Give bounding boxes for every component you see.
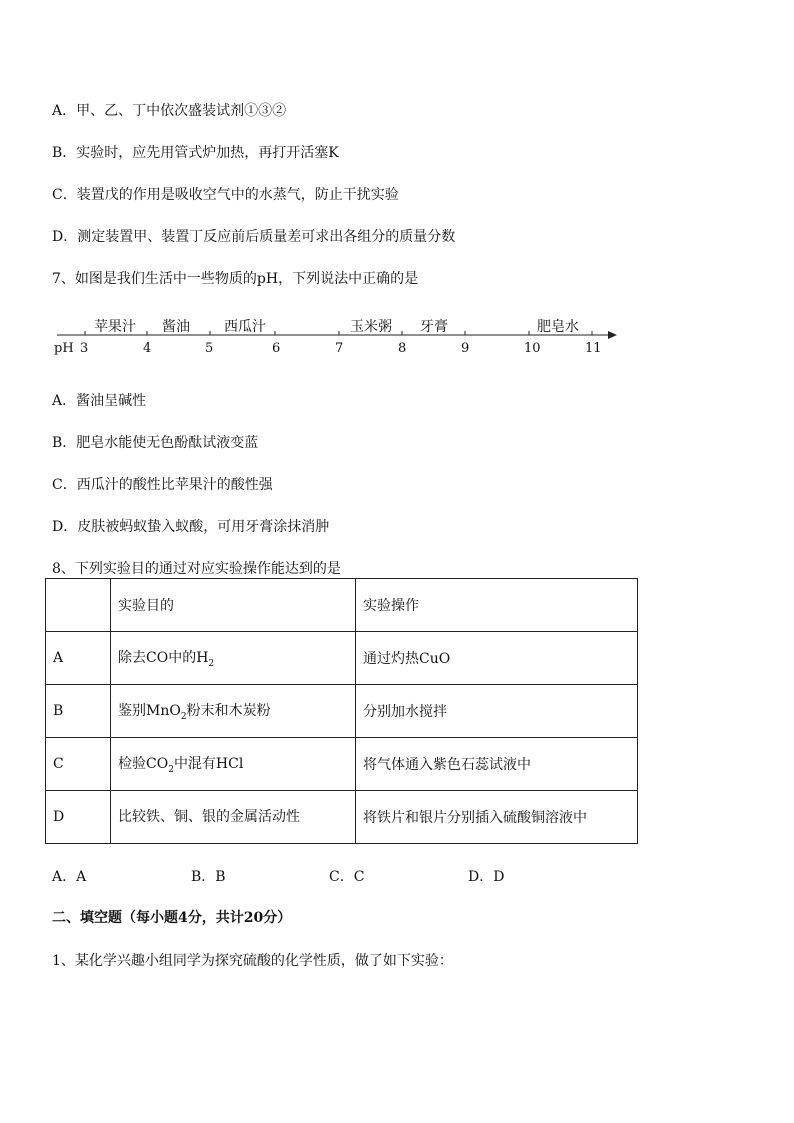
ph-axis-label: pH: [54, 341, 74, 356]
row-purpose: 比较铁、铜、银的金属活动性: [111, 791, 356, 844]
ph-tick-3: 3: [80, 341, 89, 356]
ph-food-toothpaste: 牙膏: [420, 319, 448, 335]
q6-option-b: B．实验时，应先用管式炉加热，再打开活塞K: [52, 145, 339, 161]
table-row: [46, 632, 638, 685]
q8-experiment-table: [45, 578, 638, 844]
row-purpose: 除去CO中的$H_2$: [111, 632, 356, 685]
q6-option-a: A．甲、乙、丁中依次盛装试剂①③②: [52, 103, 287, 119]
section2-q1-stem: 1、某化学兴趣小组同学为探究硫酸的化学性质，做了如下实验：: [52, 953, 453, 969]
q8-answer-c: C．C: [329, 869, 365, 885]
row-operation: 将气体通入紫色石蕊试液中: [356, 738, 638, 791]
ph-tick-9: 9: [461, 341, 470, 356]
q7-option-c: C．西瓜汁的酸性比苹果汁的酸性强: [52, 477, 273, 493]
q6-option-c: C．装置戊的作用是吸收空气中的水蒸气，防止干扰实验: [52, 187, 399, 203]
table-header-row: [46, 579, 638, 632]
table-row: [46, 685, 638, 738]
ph-scale-figure: [52, 308, 622, 363]
ph-tick-6: 6: [272, 341, 281, 356]
ph-food-soapy-water: 肥皂水: [537, 319, 579, 335]
row-operation: 分别加水搅拌: [356, 685, 638, 738]
row-key: A: [46, 632, 111, 685]
ph-tick-7: 7: [335, 341, 344, 356]
q8-answer-a: A．A: [52, 869, 87, 885]
table-row: [46, 791, 638, 844]
row-purpose: 鉴别MnO$_2$粉末和木炭粉: [111, 685, 356, 738]
table-header-operation: 实验操作: [356, 579, 638, 632]
ph-tick-8: 8: [398, 341, 407, 356]
table-header-blank: [46, 579, 111, 632]
q6-option-d: D．测定装置甲、装置丁反应前后质量差可求出各组分的质量分数: [52, 229, 456, 245]
row-operation: 通过灼热CuO: [356, 632, 638, 685]
row-operation: 将铁片和银片分别插入硫酸铜溶液中: [356, 791, 638, 844]
ph-food-corn-porridge: 玉米粥: [350, 319, 392, 335]
ph-food-soy-sauce: 酱油: [162, 319, 190, 335]
table-header-purpose: 实验目的: [111, 579, 356, 632]
ph-tick-11: 11: [585, 341, 602, 356]
row-purpose: 检验$CO_2$中混有HCl: [111, 738, 356, 791]
q8-stem: 8、下列实验目的通过对应实验操作能达到的是: [52, 561, 341, 577]
q8-answer-b: B．B: [191, 869, 226, 885]
section2-title: 二、填空题（每小题4分，共计20分）: [52, 910, 292, 926]
row-key: D: [46, 791, 111, 844]
ph-tick-4: 4: [143, 341, 152, 356]
table-row: [46, 738, 638, 791]
row-key: B: [46, 685, 111, 738]
q8-answer-d: D．D: [468, 869, 505, 885]
ph-food-watermelon-juice: 西瓜汁: [224, 319, 266, 335]
row-key: C: [46, 738, 111, 791]
q7-stem: 7、如图是我们生活中一些物质的pH，下列说法中正确的是: [52, 271, 419, 287]
q7-option-d: D．皮肤被蚂蚁蛰入蚁酸，可用牙膏涂抹消肿: [52, 519, 330, 535]
ph-tick-10: 10: [524, 341, 541, 356]
ph-food-apple-juice: 苹果汁: [94, 319, 136, 335]
ph-tick-5: 5: [205, 341, 214, 356]
q7-option-b: B．肥皂水能使无色酚酞试液变蓝: [52, 435, 259, 451]
q7-option-a: A．酱油呈碱性: [52, 393, 147, 409]
